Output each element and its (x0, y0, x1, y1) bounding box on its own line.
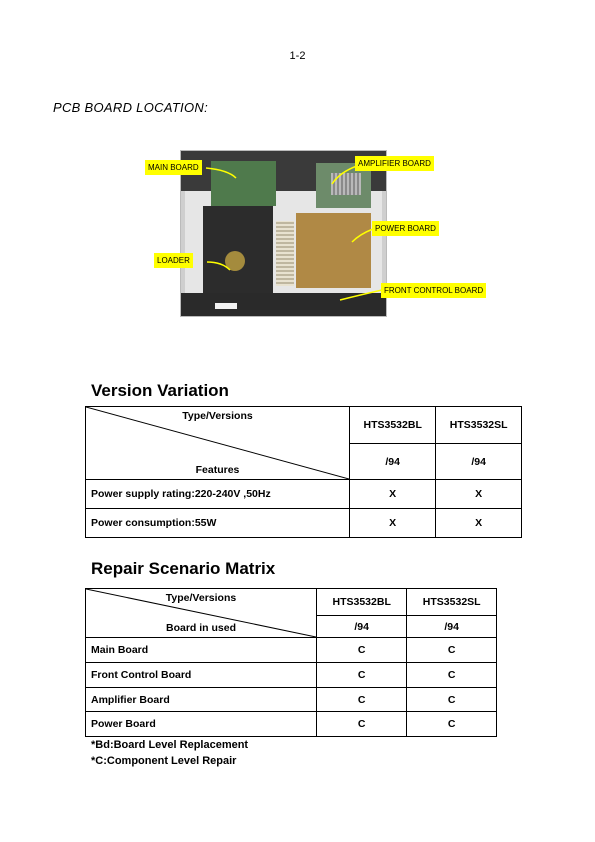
rm-model-1: HTS3532BL (317, 589, 407, 616)
note-line: *Bd:Board Level Replacement (91, 739, 249, 751)
table-row (86, 663, 497, 688)
repair-matrix-table (85, 588, 497, 737)
front-panel-image (181, 293, 386, 316)
ribbon-cable-image (276, 221, 294, 286)
rm-row-value: C (317, 638, 407, 663)
vv-header-bottom: Features (195, 464, 240, 476)
callout-main-board: MAIN BOARD (145, 160, 202, 175)
rm-header-cell (86, 589, 317, 638)
rm-model-2: HTS3532SL (407, 589, 497, 616)
vv-row-label: Power supply rating:220-240V ,50Hz (86, 480, 350, 509)
rm-row-value: C (407, 638, 497, 663)
pcb-location-photo (180, 150, 387, 317)
rm-header-bottom: Board in used (165, 622, 236, 634)
rm-row-value: C (407, 688, 497, 712)
label-sticker (215, 303, 237, 309)
notes (91, 737, 248, 769)
vv-suffix-2: /94 (436, 444, 522, 480)
rm-row-value: C (317, 688, 407, 712)
rm-row-label: Power Board (86, 712, 317, 737)
table-row (86, 509, 522, 538)
power-board-image (296, 213, 371, 288)
rm-suffix-1: /94 (317, 616, 407, 638)
section-heading: PCB BOARD LOCATION: (53, 100, 208, 115)
rm-row-label: Front Control Board (86, 663, 317, 688)
vv-model-2: HTS3532SL (436, 407, 522, 444)
callout-power-board: POWER BOARD (372, 221, 439, 236)
callout-loader: LOADER (154, 253, 193, 268)
table-row (86, 712, 497, 737)
rm-row-label: Main Board (86, 638, 317, 663)
table-row (86, 480, 522, 509)
rm-suffix-2: /94 (407, 616, 497, 638)
note-line: *C:Component Level Repair (91, 755, 237, 767)
vv-suffix-1: /94 (350, 444, 436, 480)
rm-row-label: Amplifier Board (86, 688, 317, 712)
vv-row-value: X (436, 480, 522, 509)
vv-header-cell (86, 407, 350, 480)
repair-matrix-title: Repair Scenario Matrix (91, 559, 276, 578)
page-number: 1-2 (289, 50, 306, 62)
version-variation-table (85, 406, 522, 538)
table-row (86, 638, 497, 663)
vv-row-value: X (436, 509, 522, 538)
loader-spindle-image (225, 251, 245, 271)
main-board-image (211, 161, 276, 206)
callout-front-control-board: FRONT CONTROL BOARD (381, 283, 486, 298)
vv-header-top: Type/Versions (182, 410, 253, 422)
rm-header-top: Type/Versions (165, 592, 237, 604)
vv-row-value: X (350, 480, 436, 509)
rm-row-value: C (317, 663, 407, 688)
table-row (86, 688, 497, 712)
rm-row-value: C (407, 712, 497, 737)
vv-model-1: HTS3532BL (350, 407, 436, 444)
vv-row-value: X (350, 509, 436, 538)
vv-row-label: Power consumption:55W (86, 509, 350, 538)
callout-amplifier-board: AMPLIFIER BOARD (355, 156, 434, 171)
heatsink-image (331, 173, 361, 195)
rm-row-value: C (407, 663, 497, 688)
version-variation-title: Version Variation (91, 381, 229, 400)
rm-row-value: C (317, 712, 407, 737)
